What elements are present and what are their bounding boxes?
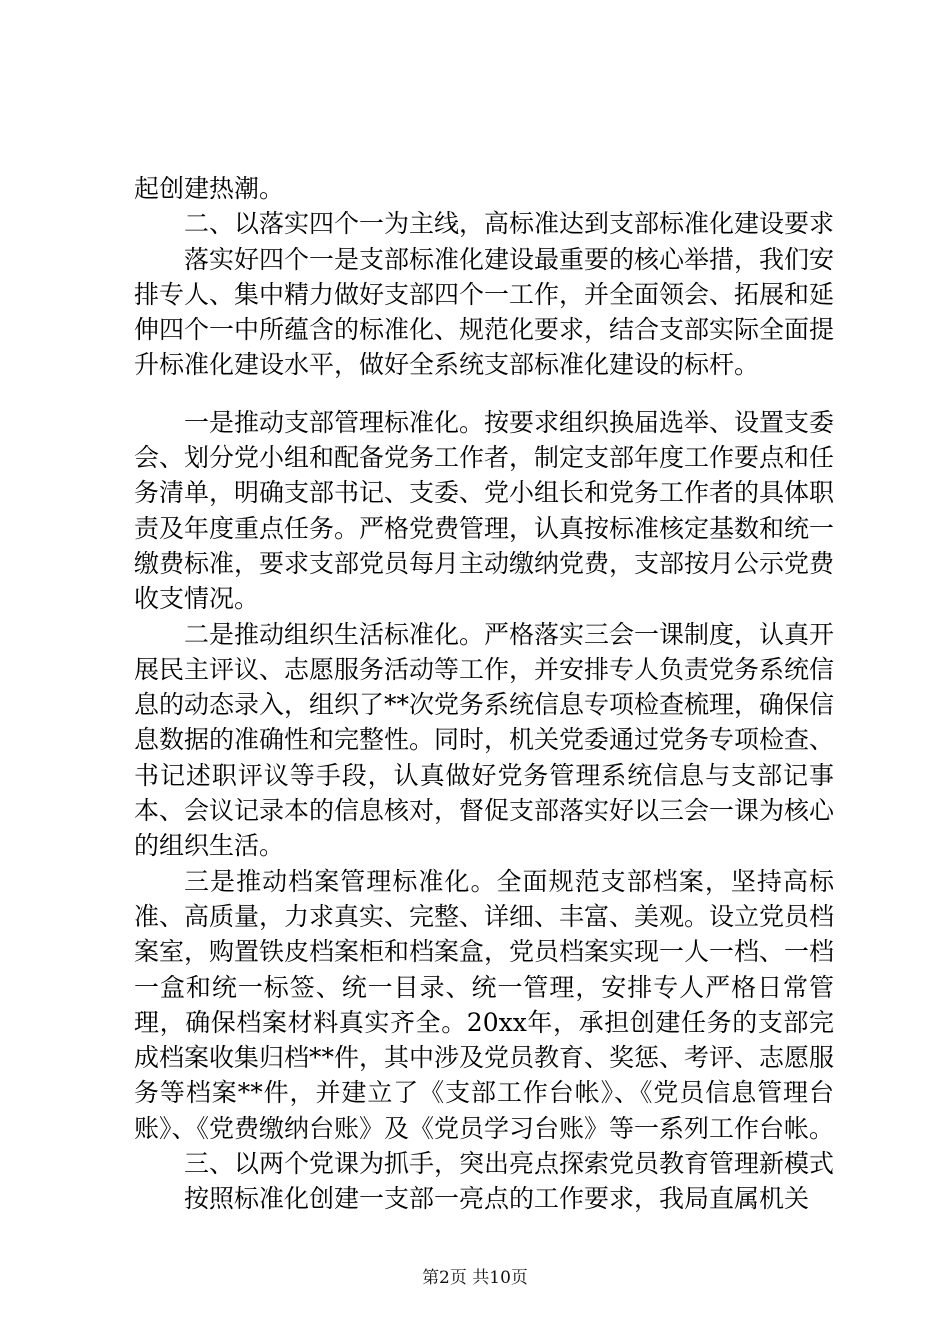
document-body — [134, 171, 834, 1217]
paragraph-four-ones-intro: 落实好四个一是支部标准化建设最重要的核心举措，我们安排专人、集中精力做好支部四个一工作，并全面领会、拓展和延伸四个一中所蕴含的标准化、规范化要求，结合支部实际全面提升标准化建设水平，做好全系统支部标准化建设的标杆。 — [134, 244, 835, 380]
paragraph-branch-management: 一是推动支部管理标准化。按要求组织换届选举、设置支委会、划分党小组和配备党务工作者，制定支部年度工作要点和任务清单，明确支部书记、支委、党小组长和党务工作者的具体职责及年度重点任务。严格党费管理，认真按标准核定基数和统一缴费标准，要求支部党员每月主动缴纳党费，支部按月公示党费收支情况。 — [134, 407, 835, 614]
section-heading-three: 三、以两个党课为抓手，突出亮点探索党员教育管理新模式 — [184, 1149, 835, 1179]
page-number-footer: 第2页 共10页 — [422, 1268, 528, 1288]
paragraph-organizational-life: 二是推动组织生活标准化。严格落实三会一课制度，认真开展民主评议、志愿服务活动等工作，并安排专人负责党务系统信息的动态录入，组织了**次党务系统信息专项检查梳理，确保信息数据的准确性和完整性。同时，机关党委通过党务专项检查、书记述职评议等手段，认真做好党务管理系统信息与支部记事本、会议记录本的信息核对，督促支部落实好以三会一课为核心的组织生活。 — [134, 619, 835, 861]
paragraph-archive-management: 三是推动档案管理标准化。全面规范支部档案，坚持高标准、高质量，力求真实、完整、详细、丰富、美观。设立党员档案室，购置铁皮档案柜和档案盒，党员档案实现一人一档、一档一盒和统一标签、统一目录、统一管理，安排专人严格日常管理，确保档案材料真实齐全。20xx年，承担创建任务的支部完成档案收集归档**件，其中涉及党员教育、奖惩、考评、志愿服务等档案**件，并建立了《支部工作台帐》、《党员信息管理台账》、《党费缴纳台账》及《党员学习台账》等一系列工作台帐。 — [134, 866, 835, 1143]
paragraph-one-branch-one-highlight: 按照标准化创建一支部一亮点的工作要求，我局直属机关 — [184, 1184, 810, 1214]
paragraph-continuation: 起创建热潮。 — [134, 174, 285, 203]
section-heading-two: 二、以落实四个一为主线，高标准达到支部标准化建设要求 — [184, 209, 835, 239]
